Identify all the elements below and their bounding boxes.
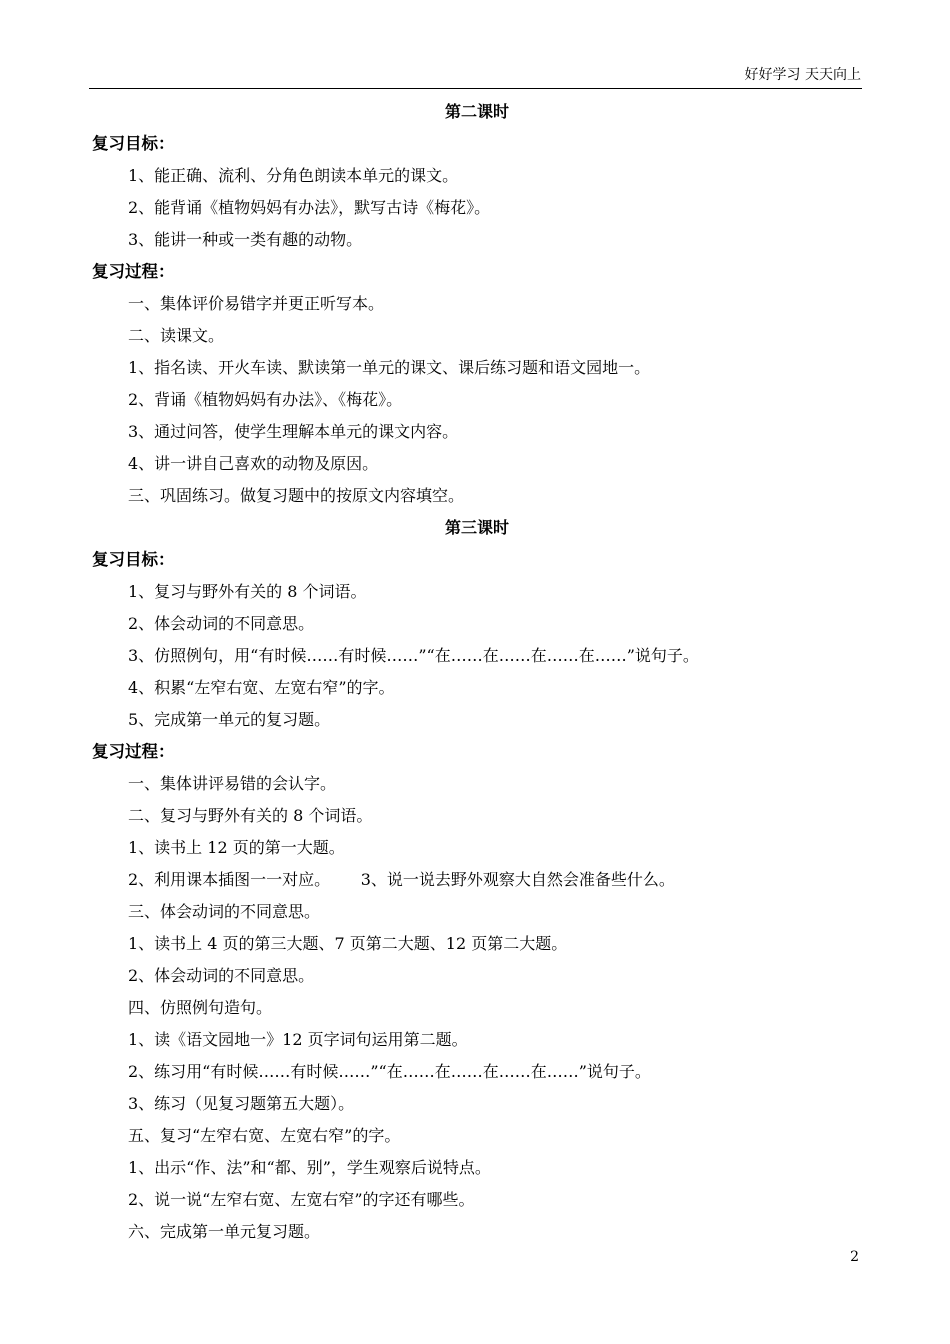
- lesson3-process-item: 一、集体讲评易错的会认字。: [128, 774, 337, 793]
- lesson3-process-item: 五、复习“左窄右宽、左宽右窄”的字。: [128, 1126, 401, 1145]
- lesson2-process-heading: 复习过程：: [92, 262, 175, 281]
- lesson2-process-item: 1、指名读、开火车读、默读第一单元的课文、课后练习题和语文园地一。: [128, 358, 651, 377]
- lesson2-process-item: 2、背诵《植物妈妈有办法》、《梅花》。: [128, 390, 403, 409]
- lesson2-goal-item: 2、能背诵《植物妈妈有办法》，默写古诗《梅花》。: [128, 198, 491, 217]
- lesson3-process-item: 2、体会动词的不同意思。: [128, 966, 315, 985]
- lesson3-process-item: 1、读书上 12 页的第一大题。: [128, 838, 345, 857]
- header-divider: [89, 88, 862, 89]
- lesson2-process-item: 二、读课文。: [128, 326, 225, 345]
- lesson3-process-heading: 复习过程：: [92, 742, 175, 761]
- lesson3-process-item: 2、利用课本插图一一对应。 3、说一说去野外观察大自然会准备些什么。: [128, 870, 675, 889]
- lesson3-process-item: 三、体会动词的不同意思。: [128, 902, 321, 921]
- lesson3-process-item: 1、读《语文园地一》12 页字词句运用第二题。: [128, 1030, 468, 1049]
- lesson3-process-item: 六、完成第一单元复习题。: [128, 1222, 321, 1241]
- lesson2-goal-item: 1、能正确、流利、分角色朗读本单元的课文。: [128, 166, 459, 185]
- lesson2-process-item: 3、通过问答，使学生理解本单元的课文内容。: [128, 422, 459, 441]
- lesson3-process-item: 二、复习与野外有关的 8 个词语。: [128, 806, 373, 825]
- lesson3-goal-item: 3、仿照例句，用“有时候……有时候……”“在……在……在……在……”说句子。: [128, 646, 699, 665]
- lesson2-goals-heading: 复习目标：: [92, 134, 175, 153]
- lesson3-goal-item: 4、积累“左窄右宽、左宽右窄”的字。: [128, 678, 395, 697]
- lesson2-goal-item: 3、能讲一种或一类有趣的动物。: [128, 230, 363, 249]
- lesson3-process-item: 3、练习（见复习题第五大题）。: [128, 1094, 355, 1113]
- lesson3-process-item: 四、仿照例句造句。: [128, 998, 273, 1017]
- lesson2-process-item: 4、讲一讲自己喜欢的动物及原因。: [128, 454, 379, 473]
- lesson3-process-item: 2、练习用“有时候……有时候……”“在……在……在……在……”说句子。: [128, 1062, 651, 1081]
- page-number: 2: [850, 1249, 859, 1265]
- lesson3-goal-item: 1、复习与野外有关的 8 个词语。: [128, 582, 367, 601]
- lesson2-process-item: 一、集体评价易错字并更正听写本。: [128, 294, 385, 313]
- page-header-motto: 好好学习 天天向上: [744, 67, 861, 83]
- document-body: [92, 96, 862, 1248]
- lesson2-process-item: 三、巩固练习。做复习题中的按原文内容填空。: [128, 486, 465, 505]
- lesson3-goals-heading: 复习目标：: [92, 550, 175, 569]
- lesson3-process-item: 1、出示“作、法”和“都、别”，学生观察后说特点。: [128, 1158, 491, 1177]
- lesson3-goal-item: 2、体会动词的不同意思。: [128, 614, 315, 633]
- lesson3-process-item: 1、读书上 4 页的第三大题、7 页第二大题、12 页第二大题。: [128, 934, 568, 953]
- lesson3-process-item: 2、说一说“左窄右宽、左宽右窄”的字还有哪些。: [128, 1190, 475, 1209]
- lesson3-goal-item: 5、完成第一单元的复习题。: [128, 710, 331, 729]
- lesson3-title: 第三课时: [444, 518, 509, 537]
- lesson2-title: 第二课时: [444, 102, 509, 121]
